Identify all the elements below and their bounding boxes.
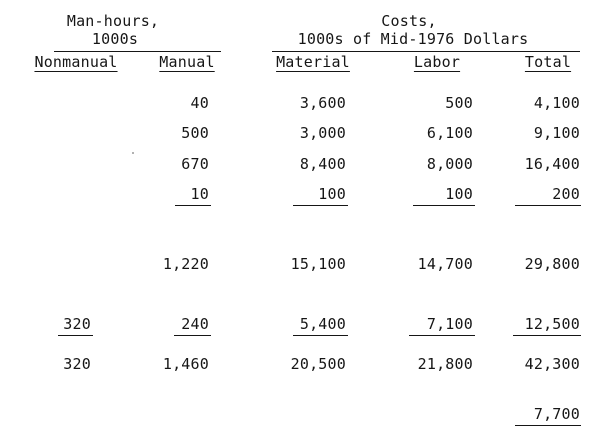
sum-rule-manual — [174, 335, 211, 336]
costs-group-rule — [272, 51, 580, 52]
sum-rule-nonmanual — [58, 335, 93, 336]
cell-total: 7,700 — [533, 405, 580, 423]
sum-rule-labor — [413, 205, 475, 206]
cell-material: 8,400 — [299, 155, 346, 173]
cell-manual: 500 — [181, 124, 209, 142]
cell-total: 16,400 — [524, 155, 580, 173]
cell-labor: 8,000 — [426, 155, 473, 173]
cell-total: 42,300 — [524, 355, 580, 373]
cell-nonmanual: 320 — [63, 355, 91, 373]
cell-manual: 670 — [181, 155, 209, 173]
cell-labor: 14,700 — [417, 255, 473, 273]
cell-material: 100 — [318, 185, 346, 203]
cell-labor: 6,100 — [426, 124, 473, 142]
column-header-labor: Labor — [413, 53, 461, 71]
cell-total: 12,500 — [524, 315, 580, 333]
manhours-group-unit: 1000s — [91, 30, 139, 48]
sum-rule-total — [513, 335, 581, 336]
costs-group-unit: 1000s of Mid-1976 Dollars — [297, 30, 529, 48]
cell-manual: 1,460 — [162, 355, 209, 373]
cell-material: 20,500 — [290, 355, 346, 373]
column-header-nonmanual: Nonmanual — [34, 53, 118, 71]
sum-rule-labor — [409, 335, 475, 336]
sum-rule-manual — [175, 205, 211, 206]
column-header-total: Total — [524, 53, 572, 71]
cell-manual: 10 — [190, 185, 209, 203]
cell-material: 3,600 — [299, 94, 346, 112]
cell-labor: 100 — [445, 185, 473, 203]
cell-total: 200 — [552, 185, 580, 203]
cell-total: 4,100 — [533, 94, 580, 112]
sum-rule-total — [515, 205, 581, 206]
column-header-material: Material — [276, 53, 350, 71]
cell-total: 9,100 — [533, 124, 580, 142]
cell-manual: 240 — [181, 315, 209, 333]
cell-nonmanual: 320 — [63, 315, 91, 333]
speck-mark — [132, 152, 134, 154]
cell-material: 5,400 — [299, 315, 346, 333]
sum-rule-total — [515, 425, 581, 426]
cell-manual: 40 — [190, 94, 209, 112]
manhours-group-title: Man-hours, — [66, 12, 160, 30]
cell-labor: 21,800 — [417, 355, 473, 373]
sum-rule-material — [293, 205, 348, 206]
cell-material: 15,100 — [290, 255, 346, 273]
cell-labor: 7,100 — [426, 315, 473, 333]
costs-group-title: Costs, — [381, 12, 437, 30]
sum-rule-material — [293, 335, 348, 336]
cell-labor: 500 — [445, 94, 473, 112]
cell-material: 3,000 — [299, 124, 346, 142]
manhours-group-rule — [54, 51, 221, 52]
cell-manual: 1,220 — [162, 255, 209, 273]
column-header-manual: Manual — [159, 53, 215, 71]
cell-total: 29,800 — [524, 255, 580, 273]
